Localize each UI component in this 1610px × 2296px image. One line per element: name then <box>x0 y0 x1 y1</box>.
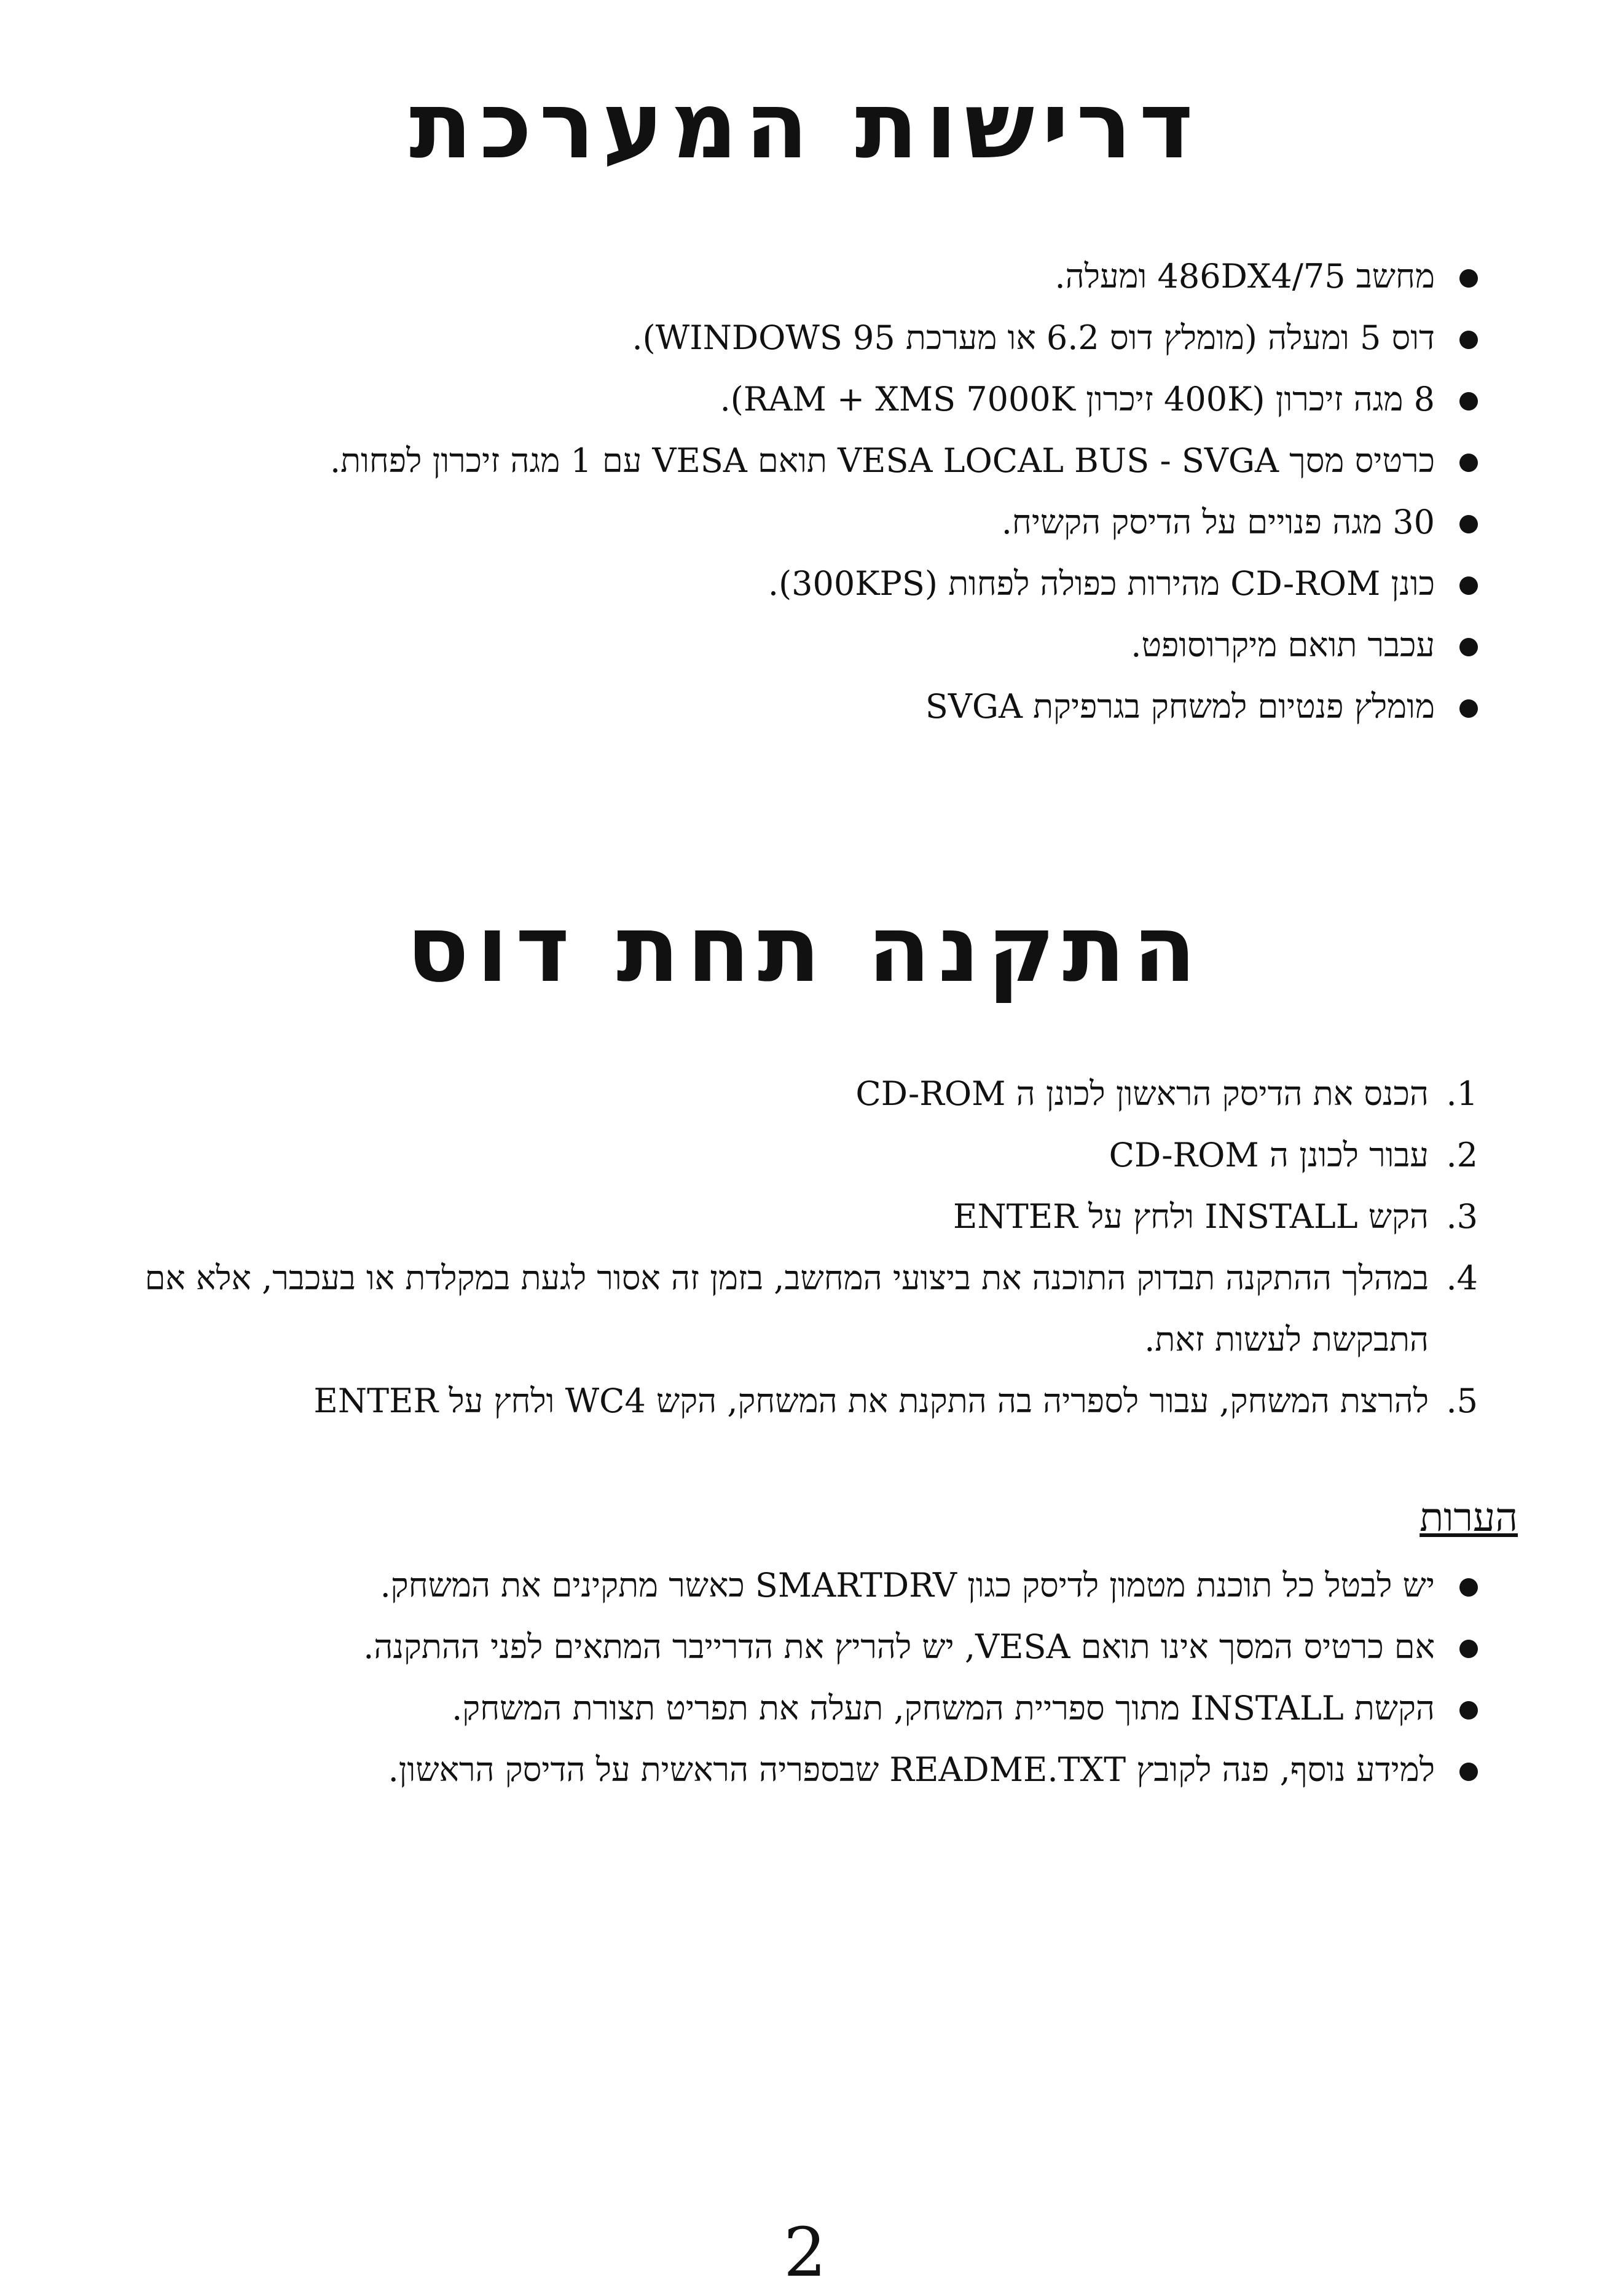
requirement-text: 30 מגה פנויים על הדיסק הקשיח. <box>1001 503 1435 541</box>
step-number: 1. <box>1446 1074 1478 1113</box>
requirement-text: 8 מגה זיכרון (400K זיכרון RAM + XMS 7000K). <box>720 380 1435 419</box>
requirement-text: מומלץ פנטיום למשחק בגרפיקת SVGA <box>925 687 1435 726</box>
dos-install-title: התקנה תחת דוס <box>406 896 1204 1003</box>
bullet-icon <box>1459 331 1478 349</box>
list-item <box>65 615 1478 676</box>
step-text: הכנס את הדיסק הראשון לכונן ה CD-ROM <box>855 1074 1429 1113</box>
bullet-icon <box>1459 515 1478 533</box>
step-number: 5. <box>1446 1382 1478 1420</box>
step-item <box>65 1370 1478 1432</box>
requirement-text: כונן CD-ROM מהירות כפולה לפחות (300KPS). <box>768 564 1435 603</box>
step-number: 4. <box>1446 1259 1478 1297</box>
step-text: במהלך ההתקנה תבדוק התוכנה את ביצועי המחשב, בזמן זה אסור לגעת במקלדת או בעכבר, אלא אם התבקשת לעשות זאת. <box>144 1259 1429 1359</box>
requirement-text: עכבר תואם מיקרוסופט. <box>1131 626 1435 664</box>
bullet-icon <box>1459 699 1478 718</box>
list-item <box>65 553 1478 615</box>
step-number: 3. <box>1446 1197 1478 1236</box>
notes-heading: הערות <box>1420 1495 1518 1541</box>
note-text: אם כרטיס המסך אינו תואם VESA, יש להריץ את הדרייבר המתאים לפני ההתקנה. <box>363 1627 1435 1666</box>
notes-list <box>65 1555 1478 1801</box>
bullet-icon <box>1459 269 1478 288</box>
bullet-icon <box>1459 1701 1478 1720</box>
list-item <box>65 1739 1478 1801</box>
list-item <box>65 492 1478 553</box>
step-item <box>65 1063 1478 1125</box>
step-text: הקש INSTALL ולחץ על ENTER <box>953 1197 1429 1236</box>
requirement-text: דוס 5 ומעלה (מומלץ דוס 6.2 או מערכת WINDOWS 95). <box>632 318 1435 357</box>
install-steps-list <box>65 1063 1478 1432</box>
requirements-list <box>65 246 1478 737</box>
bullet-icon <box>1459 392 1478 411</box>
requirements-title: דרישות המערכת <box>409 73 1201 179</box>
note-text: יש לבטל כל תוכנת מטמון לדיסק כגון SMARTDRV כאשר מתקינים את המשחק. <box>380 1566 1435 1605</box>
list-item <box>65 430 1478 492</box>
list-item <box>65 307 1478 369</box>
step-number: 2. <box>1446 1136 1478 1174</box>
list-item <box>65 1678 1478 1739</box>
list-item <box>65 1616 1478 1678</box>
bullet-icon <box>1459 1640 1478 1658</box>
list-item <box>65 369 1478 430</box>
bullet-icon <box>1459 1763 1478 1781</box>
step-text: להרצת המשחק, עבור לספריה בה התקנת את המשחק, הקש WC4 ולחץ על ENTER <box>313 1382 1429 1420</box>
step-item <box>65 1186 1478 1248</box>
bullet-icon <box>1459 638 1478 656</box>
bullet-icon <box>1459 1578 1478 1597</box>
list-item <box>65 1555 1478 1616</box>
bullet-icon <box>1459 454 1478 472</box>
note-text: למידע נוסף, פנה לקובץ README.TXT שבספריה הראשית על הדיסק הראשון. <box>388 1750 1435 1789</box>
note-text: הקשת INSTALL מתוך ספריית המשחק, תעלה את תפריט תצורת המשחק. <box>452 1689 1435 1728</box>
step-text: עבור לכונן ה CD-ROM <box>1109 1136 1429 1174</box>
requirement-text: כרטיס מסך VESA LOCAL BUS - SVGA תואם VESA עם 1 מגה זיכרון לפחות. <box>329 441 1435 480</box>
page-number: 2 <box>783 2213 827 2292</box>
list-item <box>65 246 1478 307</box>
step-item <box>65 1125 1478 1186</box>
requirement-text: מחשב 486DX4/75 ומעלה. <box>1054 257 1435 296</box>
bullet-icon <box>1459 576 1478 595</box>
step-item <box>65 1248 1478 1370</box>
list-item <box>65 676 1478 737</box>
